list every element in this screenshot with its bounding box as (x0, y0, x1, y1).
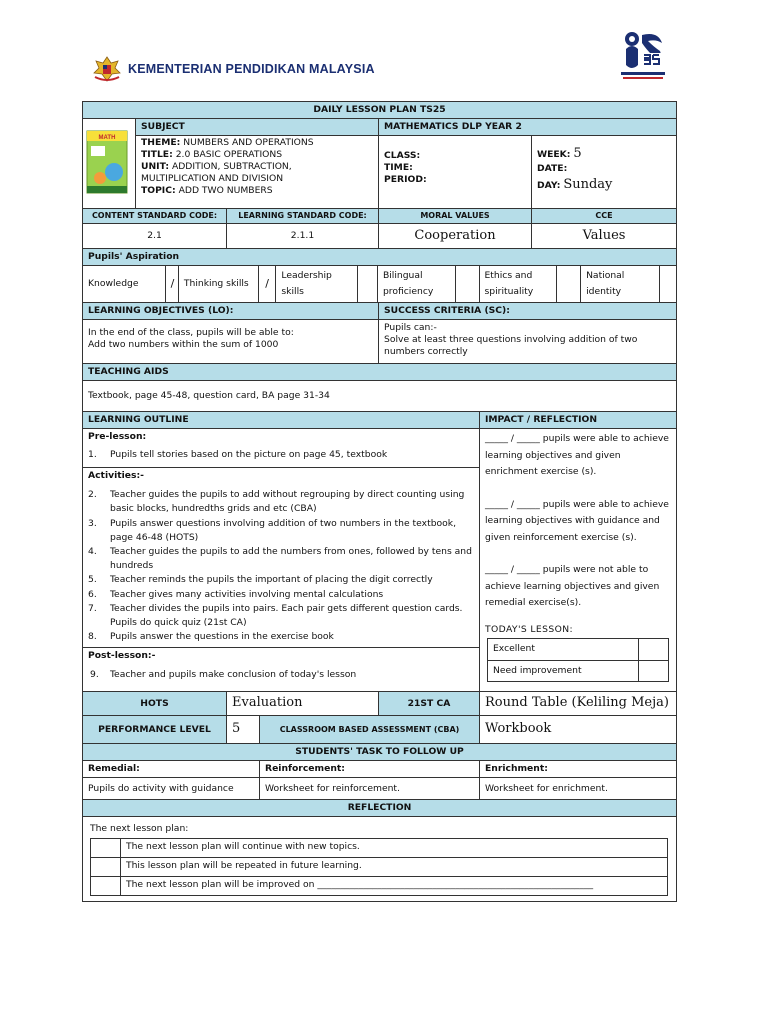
hots-value: Evaluation (227, 692, 379, 716)
aspiration-bilingual-mark (455, 266, 479, 302)
week-value: 5 (573, 146, 582, 161)
impact-header: IMPACT / REFLECTION (480, 412, 677, 429)
pre-lesson-label: Pre-lesson: (88, 431, 147, 443)
svg-text:MATH: MATH (98, 134, 116, 141)
cba-value: Workbook (480, 716, 677, 744)
aspiration-row (83, 266, 677, 303)
remedial-value: Pupils do activity with guidance (83, 778, 260, 800)
excellent-label: Excellent (488, 639, 639, 661)
aspiration-knowledge: Knowledge (83, 266, 165, 302)
aspiration-ethics: Ethics and spirituality (479, 266, 557, 302)
activities-section (83, 468, 480, 648)
cce-value: Values (532, 224, 677, 249)
theme-label: THEME: (141, 137, 181, 148)
remedial-label: Remedial: (83, 761, 260, 778)
impact-section (480, 429, 677, 692)
ministry-title: KEMENTERIAN PENDIDIKAN MALAYSIA (128, 62, 375, 76)
students-task-header: STUDENTS' TASK TO FOLLOW UP (83, 744, 677, 761)
option-1-checkbox[interactable] (91, 839, 121, 858)
impact-reinforcement: _____ / _____ pupils were able to achieve learning objectives with guidance and given reinforcement exercise (s). (485, 498, 669, 543)
ts25-logo (618, 27, 668, 83)
aspiration-thinking-skills: Thinking skills (178, 266, 258, 302)
post-lesson-label: Post-lesson:- (88, 650, 156, 662)
class-label: CLASS: (384, 150, 421, 161)
lo-line-2: Add two numbers within the sum of 1000 (88, 339, 279, 351)
list-item: 8. Pupils answer the questions in the exercise book (88, 631, 334, 643)
list-item: 4. Teacher guides the pupils to add the numbers from ones, followed by tens and hundreds (88, 545, 472, 572)
lesson-plan-table (82, 101, 677, 902)
reflection-section (83, 817, 677, 902)
week-label: WEEK: (537, 149, 571, 160)
cce-label: CCE (532, 209, 677, 224)
reflection-option-2: This lesson plan will be repeated in future learning. (121, 858, 668, 877)
excellent-checkbox[interactable] (639, 639, 669, 661)
plan-title: DAILY LESSON PLAN TS25 (83, 102, 677, 119)
aspiration-national-identity: National identity (581, 266, 660, 302)
sc-body (379, 320, 677, 364)
reflection-options (90, 838, 668, 896)
moral-values-value: Cooperation (379, 224, 532, 249)
time-label: TIME: (384, 161, 413, 173)
topic-value: ADD TWO NUMBERS (178, 184, 273, 196)
performance-level-value: 5 (227, 716, 260, 744)
ministry-crest-logo (92, 55, 122, 83)
reflection-header: REFLECTION (83, 800, 677, 817)
learning-outline-header: LEARNING OUTLINE (83, 412, 480, 429)
subject-label: SUBJECT (136, 119, 379, 136)
hots-label: HOTS (83, 692, 227, 716)
day-label: DAY: (537, 179, 561, 191)
aspiration-ethics-mark (557, 266, 581, 302)
reflection-option-1: The next lesson plan will continue with new topics. (121, 839, 668, 858)
content-standard-label: CONTENT STANDARD CODE: (83, 209, 227, 224)
class-details (379, 136, 532, 209)
title-label: TITLE: (141, 148, 173, 160)
list-item: 2. Teacher guides the pupils to add without regrouping by direct counting using basic blocks, hundredths grids and etc (CBA) (88, 489, 465, 515)
textbook-cover-image (83, 119, 136, 209)
aspiration-national-identity-mark (660, 266, 677, 302)
learning-standard-label: LEARNING STANDARD CODE: (227, 209, 379, 224)
cba-label: CLASSROOM BASED ASSESSMENT (CBA) (260, 716, 480, 744)
list-item: 5. Teacher reminds the pupils the important of placing the digit correctly (88, 574, 433, 586)
post-lesson-section (83, 648, 480, 692)
unit-label: UNIT: (141, 160, 170, 172)
lo-header: LEARNING OBJECTIVES (LO): (83, 303, 379, 320)
activities-label: Activities:- (88, 470, 144, 482)
date-label: DATE: (537, 162, 568, 174)
list-item: 6. Teacher gives many activities involving mental calculations (88, 588, 384, 600)
aspiration-thinking-skills-mark: / (258, 266, 275, 302)
topic-label: TOPIC: (141, 184, 176, 196)
21st-ca-label: 21ST CA (379, 692, 480, 716)
enrichment-value: Worksheet for enrichment. (480, 778, 677, 800)
todays-lesson-label: TODAY'S LESSON: (485, 623, 574, 635)
reinforcement-label: Reinforcement: (260, 761, 480, 778)
day-value: Sunday (563, 176, 613, 192)
todays-lesson-table (487, 638, 669, 682)
sc-header: SUCCESS CRITERIA (SC): (379, 303, 677, 320)
need-improvement-label: Need improvement (488, 660, 639, 682)
teaching-aids-value: Textbook, page 45-48, question card, BA page 31-34 (83, 381, 677, 412)
learning-standard-value: 2.1.1 (227, 224, 379, 249)
list-item: 3. Pupils answer questions involving addition of two numbers in the textbook, page 46-48 (HOTS) (88, 517, 457, 543)
aspiration-bilingual: Bilingual proficiency (377, 266, 455, 302)
aspiration-leadership-mark (358, 266, 377, 302)
performance-level-label: PERFORMANCE LEVEL (83, 716, 227, 744)
option-3-checkbox[interactable] (91, 877, 121, 896)
subject-value: MATHEMATICS DLP YEAR 2 (379, 119, 677, 136)
need-improvement-checkbox[interactable] (639, 660, 669, 682)
theme-value: NUMBERS AND OPERATIONS (183, 137, 314, 148)
impact-remedial: _____ / _____ pupils were not able to achieve learning objectives and given remedial exercise(s). (485, 564, 660, 609)
lo-line-1: In the end of the class, pupils will be able to: (88, 327, 294, 339)
aspiration-leadership: Leadership skills (276, 266, 358, 302)
aspiration-knowledge-mark: / (165, 266, 178, 302)
list-item: 9. Teacher and pupils make conclusion of today's lesson (90, 669, 357, 681)
unit-value: ADDITION, SUBTRACTION, (171, 160, 292, 172)
reflection-intro: The next lesson plan: (90, 823, 189, 835)
reinforcement-value: Worksheet for reinforcement. (260, 778, 480, 800)
content-standard-value: 2.1 (83, 224, 227, 249)
teaching-aids-header: TEACHING AIDS (83, 364, 677, 381)
enrichment-label: Enrichment: (480, 761, 677, 778)
impact-enrichment: _____ / _____ pupils were able to achieve learning objectives and given enrichment exercise (s). (485, 433, 669, 478)
period-label: PERIOD: (384, 173, 427, 185)
lesson-details (136, 136, 379, 209)
lo-body (83, 320, 379, 364)
date-details (532, 136, 677, 209)
unit-value-cont: MULTIPLICATION AND DIVISION (141, 172, 284, 184)
option-2-checkbox[interactable] (91, 858, 121, 877)
title-value: 2.0 BASIC OPERATIONS (175, 148, 283, 160)
aspiration-header: Pupils' Aspiration (83, 249, 677, 266)
sc-line-1: Pupils can:- (384, 322, 437, 334)
pre-lesson-section (83, 429, 480, 468)
list-item: 7. Teacher divides the pupils into pairs. Each pair gets different question cards. Pupils do quick quiz (21st CA) (88, 602, 463, 628)
list-item: 1. Pupils tell stories based on the picture on page 45, textbook (88, 449, 388, 461)
reflection-option-3: The next lesson plan will be improved on ____________________________________________________________ (121, 877, 668, 896)
21st-ca-value: Round Table (Keliling Meja) (480, 692, 677, 716)
moral-values-label: MORAL VALUES (379, 209, 532, 224)
sc-line-2: Solve at least three questions involving addition of two numbers correctly (384, 334, 638, 358)
